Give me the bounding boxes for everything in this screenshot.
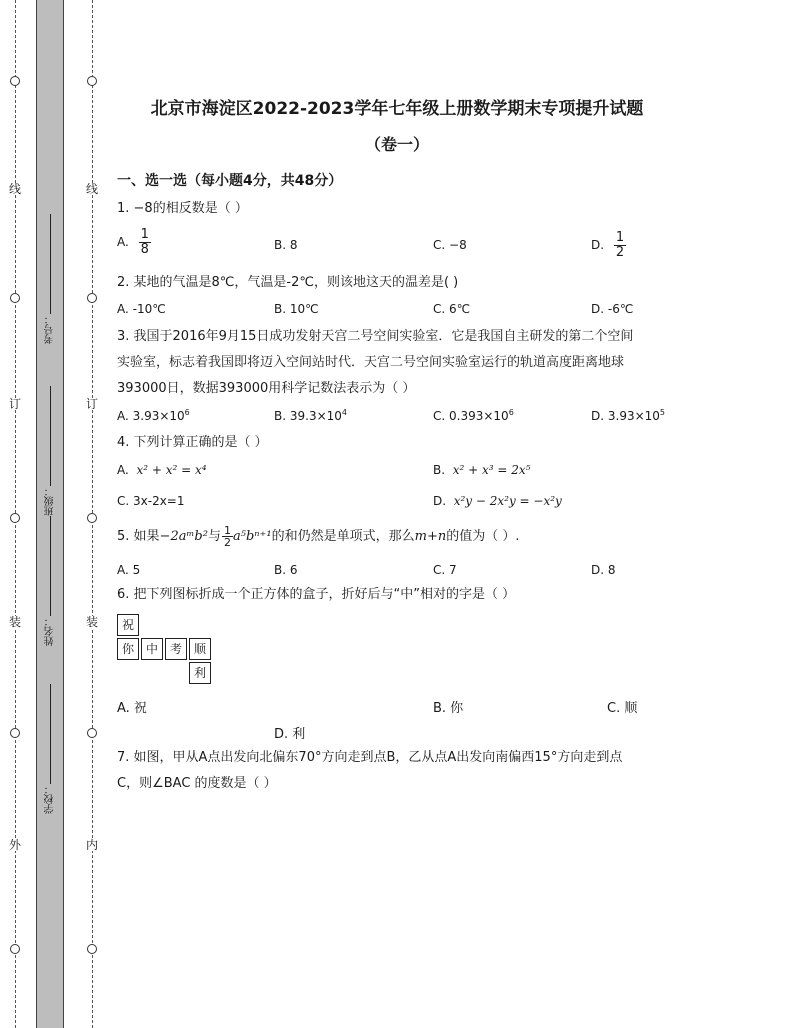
q1-option-d[interactable]: D. $\frac{1}{2}$ xyxy=(591,230,625,260)
question-1: 1. −8的相反数是（ ） xyxy=(117,201,248,216)
net-cell: 考 xyxy=(165,638,187,660)
fraction: $\frac{1}{8}$ xyxy=(140,227,149,257)
margin-char: 订 xyxy=(8,397,21,411)
q3-option-a[interactable]: A. $3.93\times 10^6$ xyxy=(117,408,190,423)
q4-option-a[interactable]: A. x² + x² = x⁴ xyxy=(117,463,207,477)
binding-hole xyxy=(87,944,97,954)
binding-hole xyxy=(10,293,20,303)
net-cell: 顺 xyxy=(189,638,211,660)
q6-option-b[interactable]: B. 你 xyxy=(433,701,464,716)
name-field[interactable] xyxy=(41,512,59,646)
binding-hole xyxy=(87,728,97,738)
q3-option-d[interactable]: D. $3.93\times 10^5$ xyxy=(591,408,666,423)
question-6: 6. 把下列图标折成一个正方体的盒子，折好后与“中”相对的字是（ ） xyxy=(117,587,516,602)
q2-option-a[interactable]: A. -10℃ xyxy=(117,302,166,316)
question-3-line: 393000日，数据393000用科学记数法表示为（ ） xyxy=(117,381,416,396)
q2-option-c[interactable]: C. 6℃ xyxy=(433,302,471,316)
question-3-line: 实验室，标志着我国即将迈入空间站时代．天宫二号空间实验室运行的轨道高度距离地球 xyxy=(117,355,625,370)
q4-option-d[interactable]: D. x²y − 2x²y = −x²y xyxy=(433,494,562,508)
net-cell: 中 xyxy=(141,638,163,660)
q3-option-c[interactable]: C. $0.393\times 10^6$ xyxy=(433,408,514,423)
binding-hole xyxy=(10,76,20,86)
field-label: 学校： xyxy=(44,784,56,814)
class-field[interactable] xyxy=(41,382,59,516)
q6-option-c[interactable]: C. 顺 xyxy=(607,701,638,716)
field-label: 姓名： xyxy=(44,616,56,646)
q2-option-d[interactable]: D. -6℃ xyxy=(591,302,634,316)
q4-option-b[interactable]: B. x² + x³ = 2x⁵ xyxy=(433,463,531,477)
question-2: 2. 某地的气温是8℃，气温是-2℃，则该地这天的温差是( ) xyxy=(117,275,459,290)
exam-number-field[interactable] xyxy=(41,210,59,344)
net-cell: 祝 xyxy=(117,614,139,636)
q2-option-b[interactable]: B. 10℃ xyxy=(274,302,319,316)
question-5: 5. 如果−2aᵐb²与 $\frac{1}{2}$ a⁵bⁿ⁺¹的和仍然是单项式，那么m+n的值为（ ）. xyxy=(117,524,520,549)
question-4: 4. 下列计算正确的是（ ） xyxy=(117,435,268,450)
q1-option-a[interactable]: A. $\frac{1}{8}$ xyxy=(117,227,149,257)
binding-hole xyxy=(10,513,20,523)
section-heading: 一、选一选（每小题4分，共48分） xyxy=(117,173,343,189)
binding-hole xyxy=(10,728,20,738)
net-cell: 利 xyxy=(189,662,211,684)
margin-char: 内 xyxy=(85,838,98,852)
q4-option-c[interactable]: C. 3x-2x=1 xyxy=(117,494,185,508)
q3-option-b[interactable]: B. $39.3\times 10^4$ xyxy=(274,408,347,423)
page-subtitle: （卷一） xyxy=(364,135,429,154)
q5-option-a[interactable]: A. 5 xyxy=(117,563,141,577)
question-7-line: C，则∠BAC 的度数是（ ） xyxy=(117,776,277,791)
binding-hole xyxy=(87,293,97,303)
margin-char: 线 xyxy=(85,182,98,196)
field-label: 考号： xyxy=(44,314,56,344)
margin-char: 装 xyxy=(85,615,98,629)
q1-option-c[interactable]: C. −8 xyxy=(433,238,467,252)
binding-hole xyxy=(87,513,97,523)
q5-option-d[interactable]: D. 8 xyxy=(591,563,616,577)
school-field[interactable] xyxy=(41,680,59,814)
margin-char: 线 xyxy=(8,182,21,196)
net-cell: 你 xyxy=(117,638,139,660)
margin-char: 装 xyxy=(8,615,21,629)
q1-option-b[interactable]: B. 8 xyxy=(274,238,298,252)
margin-char: 订 xyxy=(85,397,98,411)
question-7-line: 7. 如图，甲从A点出发向北偏东70°方向走到点B，乙从点A出发向南偏西15°方向走到点 xyxy=(117,750,623,765)
page-title: 北京市海淀区2022-2023学年七年级上册数学期末专项提升试题 xyxy=(150,99,644,119)
q5-option-b[interactable]: B. 6 xyxy=(274,563,298,577)
question-3-line: 3. 我国于2016年9月15日成功发射天宫二号空间实验室．它是我国自主研发的第二个空间 xyxy=(117,329,634,344)
binding-hole xyxy=(10,944,20,954)
q6-option-d[interactable]: D. 利 xyxy=(274,727,306,742)
q5-option-c[interactable]: C. 7 xyxy=(433,563,457,577)
q6-option-a[interactable]: A. 祝 xyxy=(117,701,147,716)
field-label: 班级： xyxy=(44,486,56,516)
binding-hole xyxy=(87,76,97,86)
margin-char: 外 xyxy=(8,838,21,852)
fraction: $\frac{1}{2}$ xyxy=(615,230,625,260)
